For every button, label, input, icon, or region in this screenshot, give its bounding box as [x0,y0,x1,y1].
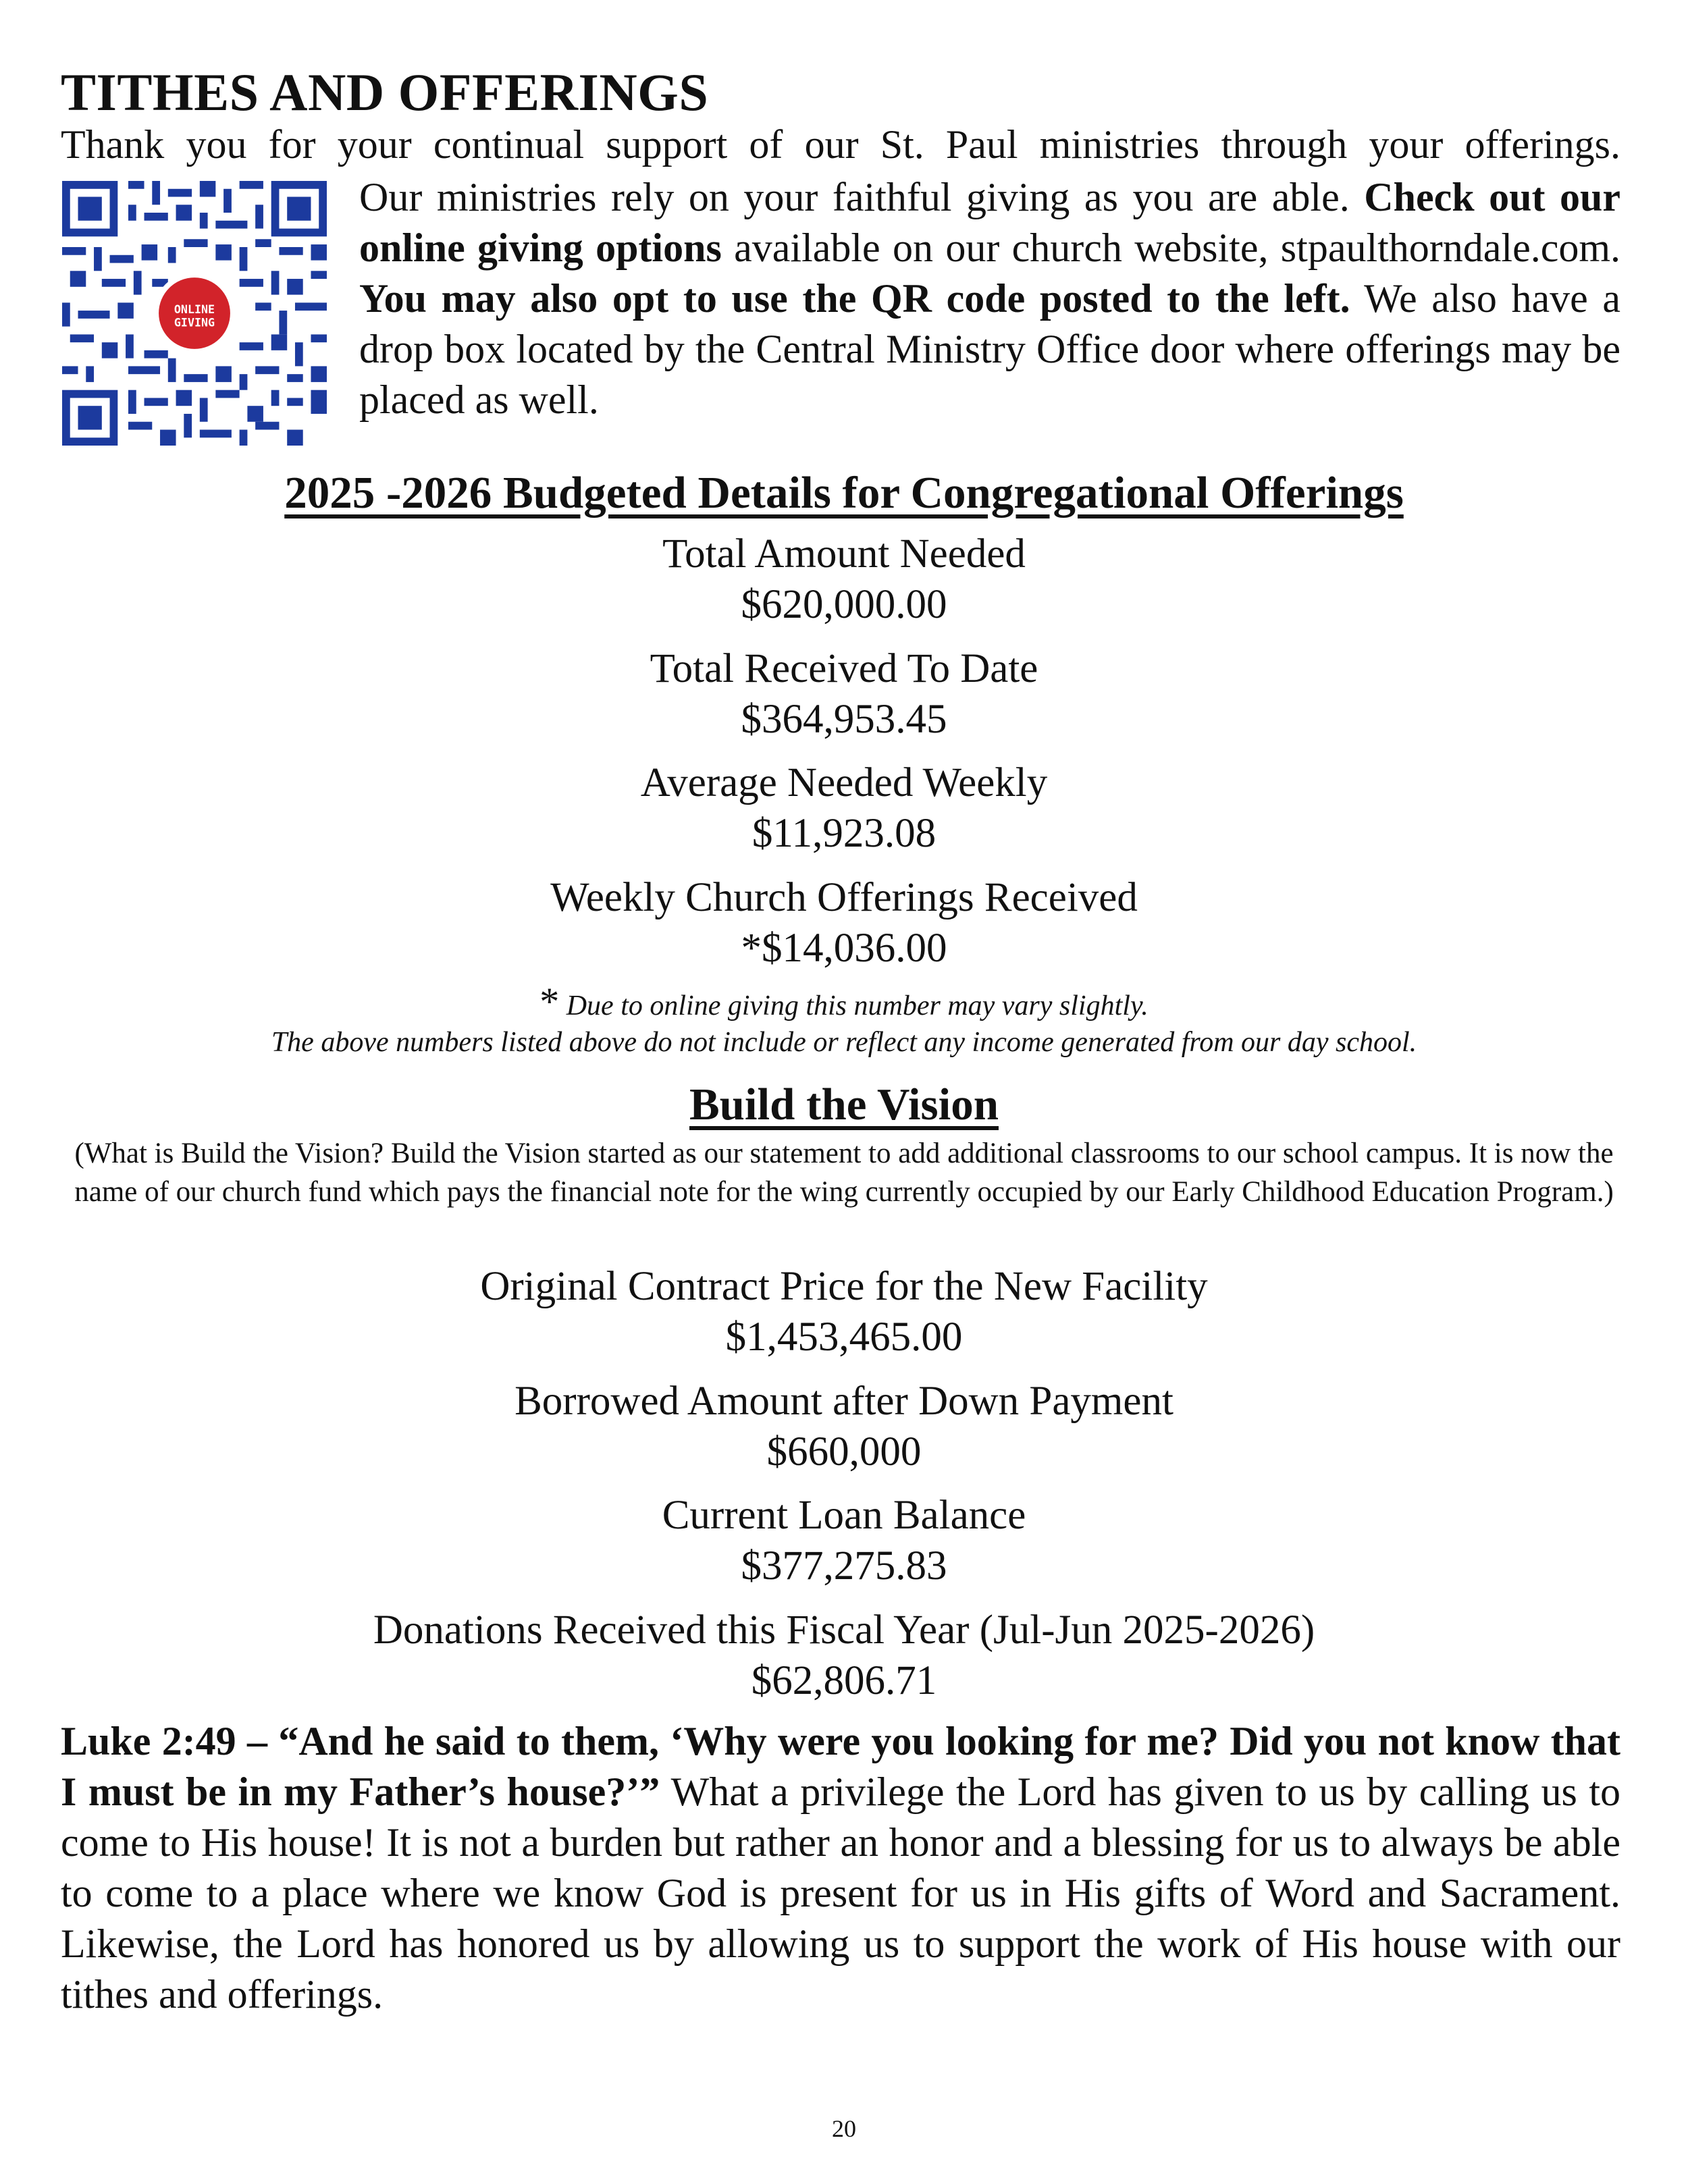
budget-note-1 [0,979,1688,1024]
intro-text-1: Our ministries rely on your faithful giving as you are able. [359,175,1350,219]
vision-item-label: Borrowed Amount after Down Payment [515,1379,1173,1424]
vision-heading: Build the Vision [689,1080,999,1129]
page-number: 20 [832,2115,856,2142]
budget-item-label: Total Amount Needed [662,531,1026,577]
vision-item-label: Donations Received this Fiscal Year (Jul-Jun 2025-2026) [373,1607,1315,1653]
budget-heading: 2025 -2026 Budgeted Details for Congregational Offerings [284,468,1404,518]
budget-item-label: Weekly Church Offerings Received [550,875,1138,920]
closing-paragraph [61,1716,1620,2020]
vision-description: (What is Build the Vision? Build the Vision started as our statement to add additional classrooms to our school campus. It is now the name of our church fund which pays the financial note for the wing currently occupied by our Early Childhood Education Program.) [74,1138,1614,1208]
intro-text-3: We also have a drop box located by the Central Ministry Office door where offerings may be placed as well. [359,276,1620,422]
note-text-1: Due to online giving this number may vary slightly. [566,990,1149,1021]
budget-item-value: $364,953.45 [741,697,947,742]
budget-item-value: *$14,036.00 [741,926,947,971]
budget-item-label: Total Received To Date [650,646,1038,691]
intro-paragraph [359,172,1620,425]
qr-badge-text-2: GIVING [174,316,215,329]
vision-item-label: Original Contract Price for the New Facility [480,1264,1208,1309]
qr-code[interactable] [62,181,327,446]
qr-badge-text-1: ONLINE [174,303,215,316]
page-title: TITHES AND OFFERINGS [61,63,709,122]
closing-verse: Luke 2:49 – “And he said to them, ‘Why were you looking for me? Did you not know that I must be in my Father’s house?’” [61,1719,1620,1814]
vision-item-value: $1,453,465.00 [725,1314,963,1360]
note-asterisk: * [539,980,560,1023]
intro-text-2: available on our church website, stpaulthorndale.com. [734,225,1621,270]
closing-text: What a privilege the Lord has given to us by calling us to come to His house! It is not a burden but rather an honor and a blessing for us to always be able to come to a place where we know God is present for us in His gifts of Word and Sacrament. Likewise, the Lord has honored us by allowing us to support the work of His house with our tithes and offerings. [61,1769,1620,2017]
budget-item-value: $620,000.00 [741,582,947,627]
budget-item-value: $11,923.08 [751,811,937,856]
intro-qr-note: You may also opt to use the QR code posted to the left. [359,276,1350,321]
vision-item-value: $660,000 [766,1429,922,1474]
budget-note-2: The above numbers listed above do not include or reflect any income generated from our day school. [271,1027,1417,1058]
vision-item-value: $377,275.83 [741,1543,947,1589]
budget-item-label: Average Needed Weekly [640,760,1048,805]
intro-online-giving: Check out our online giving options [359,175,1621,270]
intro-line: Thank you for your continual support of our St. Paul ministries through your offerings. [61,122,1620,167]
vision-item-label: Current Loan Balance [662,1493,1026,1538]
vision-item-value: $62,806.71 [751,1658,937,1703]
